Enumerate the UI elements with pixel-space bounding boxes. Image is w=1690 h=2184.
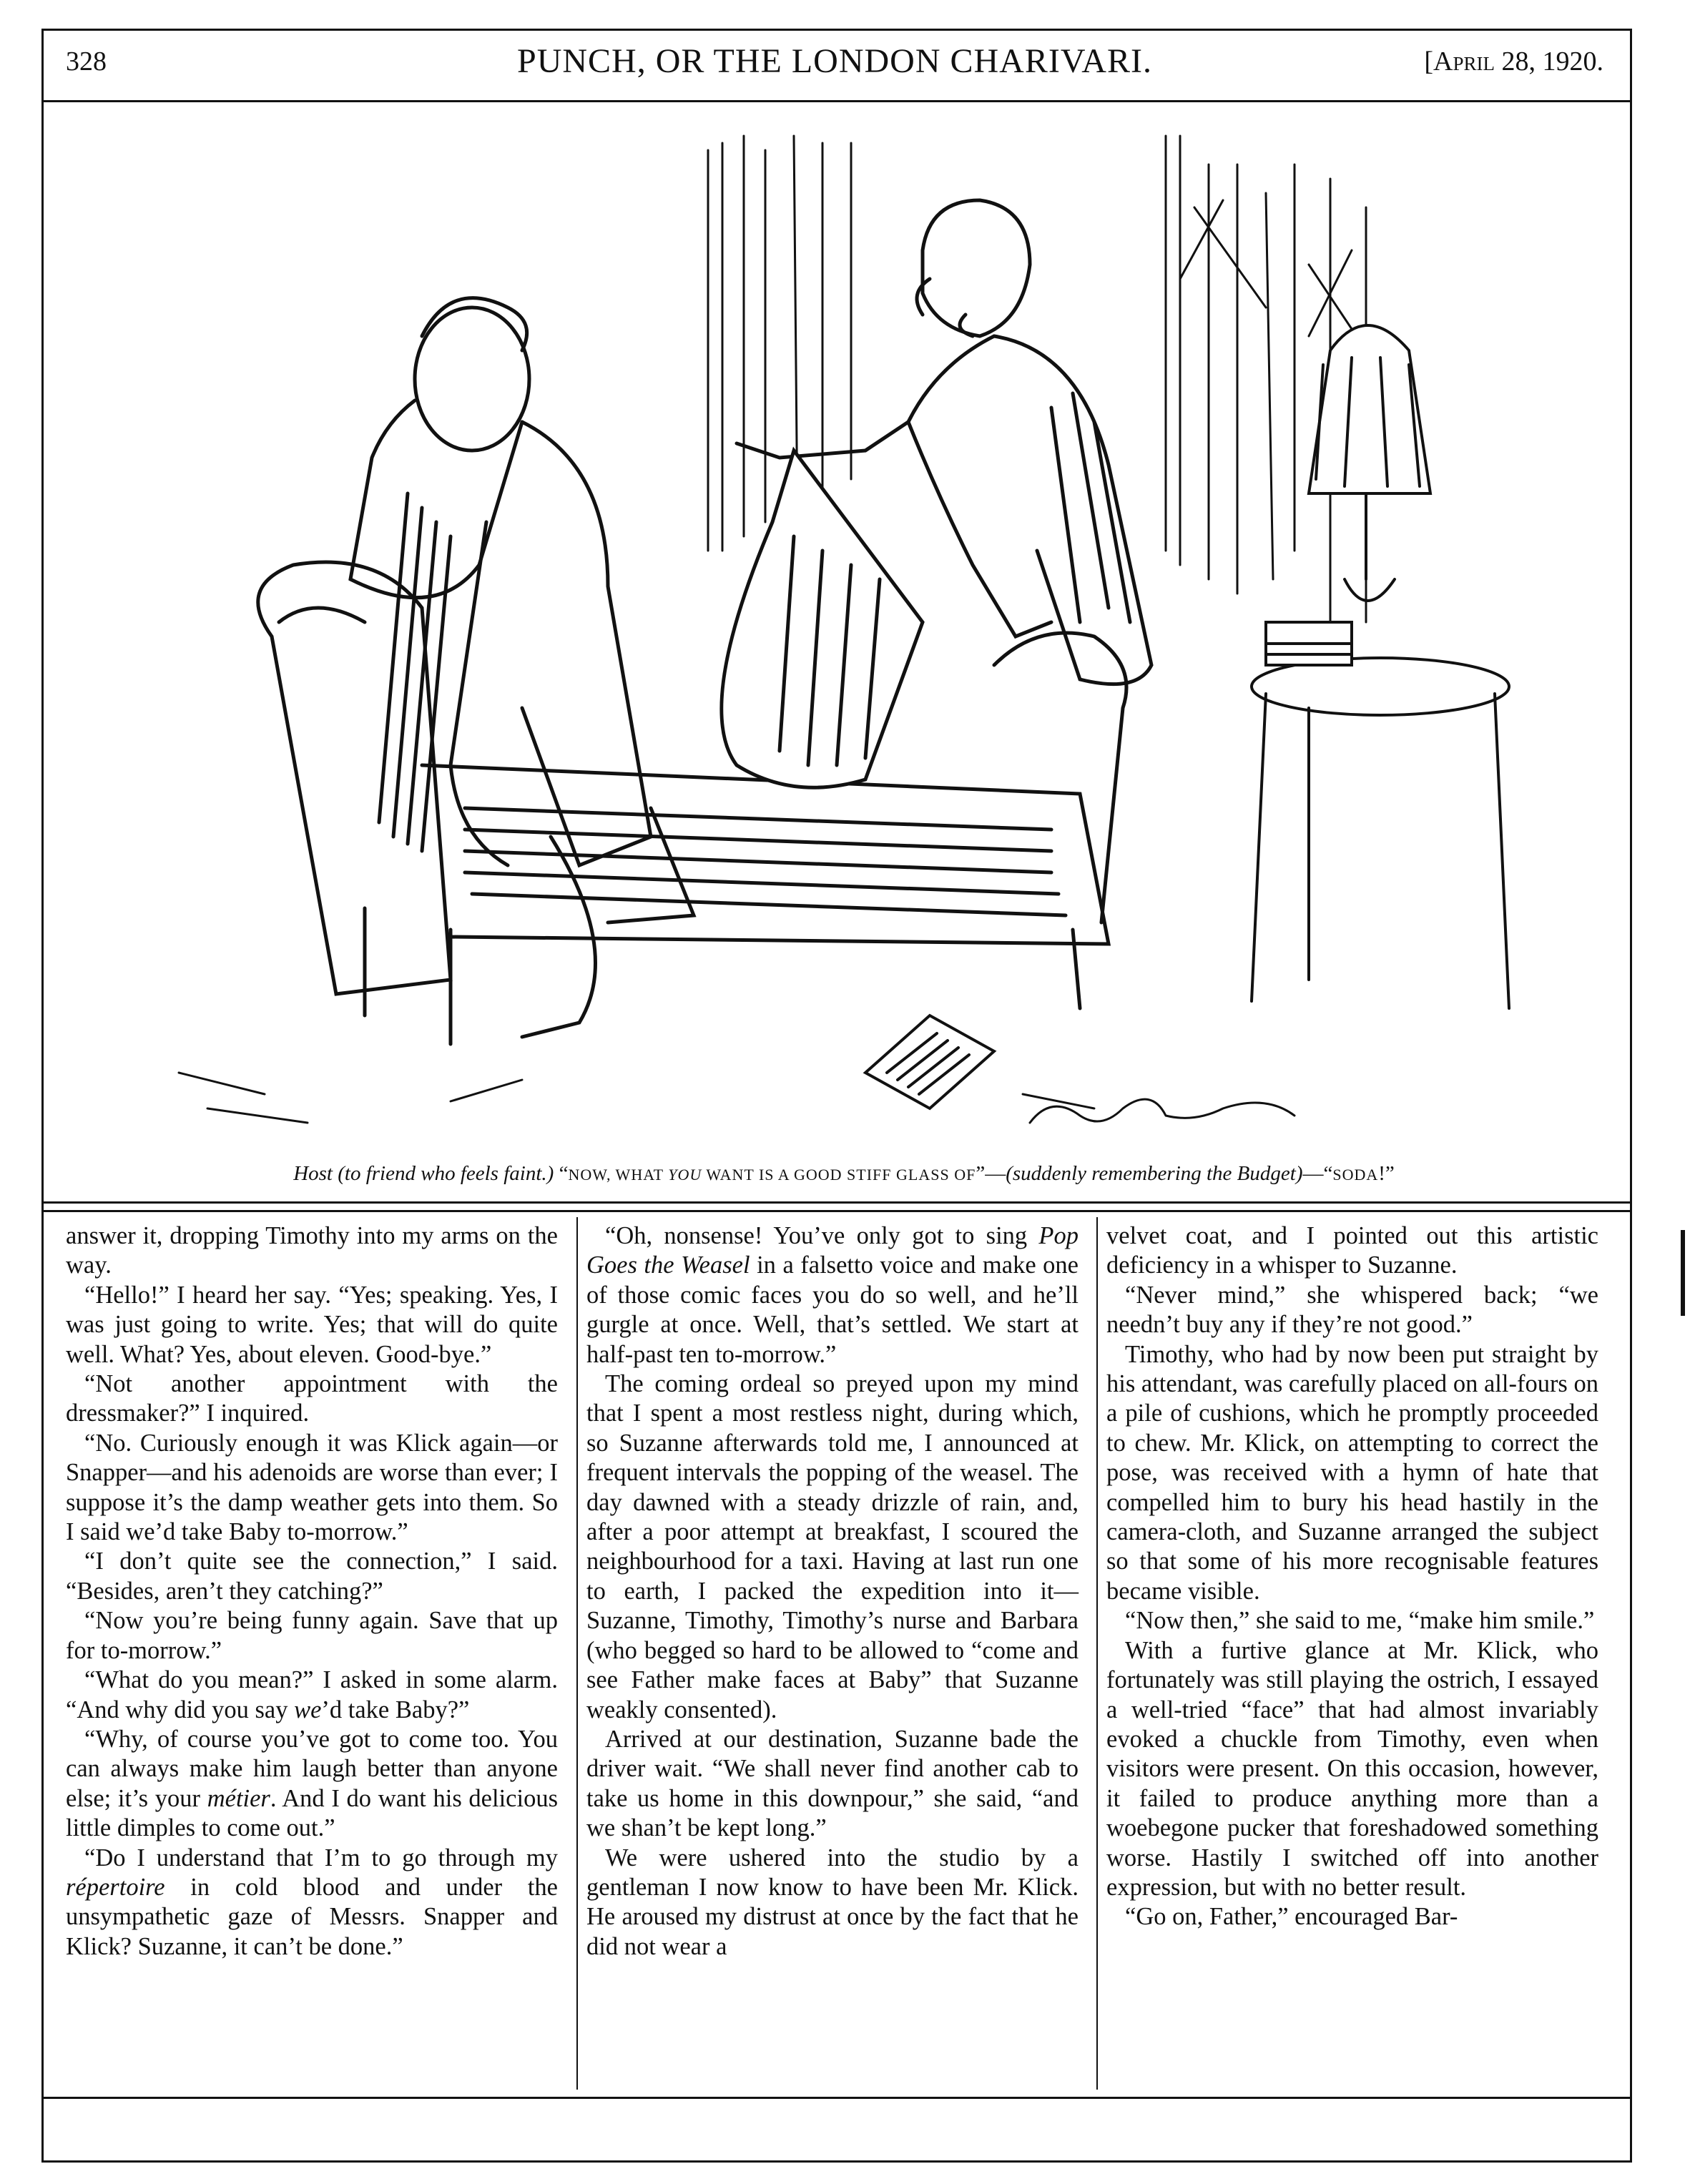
issue-date: [April 28, 1920. bbox=[1424, 46, 1603, 77]
table-lamp bbox=[1309, 325, 1430, 601]
cartoon-illustration bbox=[150, 122, 1523, 1137]
paragraph: “Do I understand that I’m to go through my répertoire in cold blood and under the unsympathetic gaze of Messrs. Snapper and Klick? Suzanne, it can’t be done.” bbox=[66, 1844, 558, 1960]
paragraph: “Not another appointment with the dressmaker?” I inquired. bbox=[66, 1370, 558, 1427]
armchair bbox=[258, 562, 1126, 1044]
paragraph: Timothy, who had by now been put straight by his attendant, was carefully placed on all-fours on a pile of cushions, which he promptly proceeded to chew. Mr. Klick, on attempting to correct the pose, was received with a hymn of hate that compelled him to bury his head hastily in the camera-cloth, and Suzanne arranged the subject so that some of his more recognisable features became visible. bbox=[1106, 1340, 1598, 1605]
paragraph: Arrived at our destination, Suzanne bade the driver wait. “We shall never find another cab to take us home in this downpour,” she said, “and we shan’t be kept long.” bbox=[586, 1725, 1079, 1842]
host-figure bbox=[722, 200, 1151, 787]
text-column-2 bbox=[586, 1221, 1079, 1962]
caption-speaker: Host bbox=[293, 1162, 333, 1185]
caption-rule-bottom bbox=[41, 1210, 1630, 1212]
text-column-1 bbox=[66, 1221, 558, 1962]
paragraph: “I don’t quite see the connection,” I said. “Besides, aren’t they catching?” bbox=[66, 1548, 558, 1605]
paragraph: The coming ordeal so preyed upon my mind that I spent a most restless night, during which, so Suzanne afterwards told me, I announced at frequent intervals the popping of the weasel. The day dawned with a steady drizzle of rain, and, after a poor attempt at breakfast, I scoured the neighbourhood for a taxi. Having at last run one to earth, I packed the expedition into it—Suzanne, Timothy, Timothy’s nurse and Barbara (who begged so hard to be allowed to “come and see Father make faces at Baby” that Suzanne weakly consented). bbox=[586, 1370, 1079, 1723]
side-table bbox=[1252, 622, 1509, 1008]
margin-mark bbox=[1681, 1230, 1685, 1316]
paragraph: “No. Curiously enough it was Klick again—or Snapper—and his adenoids are worse than ever; I suppose it’s the damp weather gets into them. So I said we’d take Baby to-morrow.” bbox=[66, 1429, 558, 1546]
paragraph: “What do you mean?” I asked in some alarm. “And why did you say we’d take Baby?” bbox=[66, 1666, 558, 1723]
caption-rule-top bbox=[41, 1201, 1630, 1204]
dropped-book bbox=[865, 1015, 994, 1108]
paragraph: “Go on, Father,” encouraged Bar- bbox=[1125, 1903, 1458, 1931]
column-divider-1 bbox=[576, 1217, 578, 2090]
footer-rule bbox=[41, 2097, 1630, 2099]
paragraph: We were ushered into the studio by a gentleman I now know to have been Mr. Klick. He aroused my distrust at once by the fact that he did not wear a bbox=[586, 1844, 1079, 1960]
header-rule bbox=[41, 100, 1630, 102]
paragraph: “Why, of course you’ve got to come too. You can always make him laugh better than anyone else; it’s your métier. And I do want his delicious little dimples to come out.” bbox=[66, 1725, 558, 1842]
paragraph: answer it, dropping Timothy into my arms on the way. bbox=[66, 1222, 558, 1279]
paragraph: “Hello!” I heard her say. “Yes; speaking. Yes, I was just going to write. Yes; that will do quite well. What? Yes, about eleven. Good-bye.” bbox=[66, 1281, 558, 1368]
paragraph: “Oh, nonsense! You’ve only got to sing Pop Goes the Weasel in a falsetto voice and make one of those comic faces you do so well, and he’ll gurgle at once. Well, that’s settled. We start at half-past ten to-morrow.” bbox=[586, 1222, 1079, 1368]
paragraph: With a furtive glance at Mr. Klick, who fortunately was still playing the ostrich, I essayed a well-tried “face” that had almost invariably evoked a chuckle from Timothy, even when visitors were present. On this occasion, however, it failed to produce anything more than a woebegone pucker that foreshadowed something worse. Hastily I switched off into another expression, but with no better result. bbox=[1106, 1636, 1598, 1901]
paragraph: “Now then,” she said to me, “make him smile.” bbox=[1125, 1607, 1595, 1635]
page-header bbox=[66, 41, 1603, 92]
paragraph: “Never mind,” she whispered back; “we needn’t buy any if they’re not good.” bbox=[1106, 1281, 1598, 1339]
paragraph: velvet coat, and I pointed out this artistic deficiency in a whisper to Suzanne. bbox=[1106, 1222, 1598, 1279]
masthead: PUNCH, OR THE LONDON CHARIVARI. bbox=[517, 42, 1152, 80]
column-divider-2 bbox=[1096, 1217, 1098, 2090]
text-column-3 bbox=[1106, 1221, 1598, 1932]
paragraph: “Now you’re being funny again. Save that up for to-morrow.” bbox=[66, 1607, 558, 1664]
cartoon-caption: Host (to friend who feels faint.) “NOW, WHAT YOU WANT IS A GOOD STIFF GLASS OF”—(suddenly remembering the Budget)—“SODA!” bbox=[293, 1162, 1395, 1185]
issue-month: April bbox=[1433, 46, 1495, 77]
page-number: 328 bbox=[66, 46, 107, 77]
